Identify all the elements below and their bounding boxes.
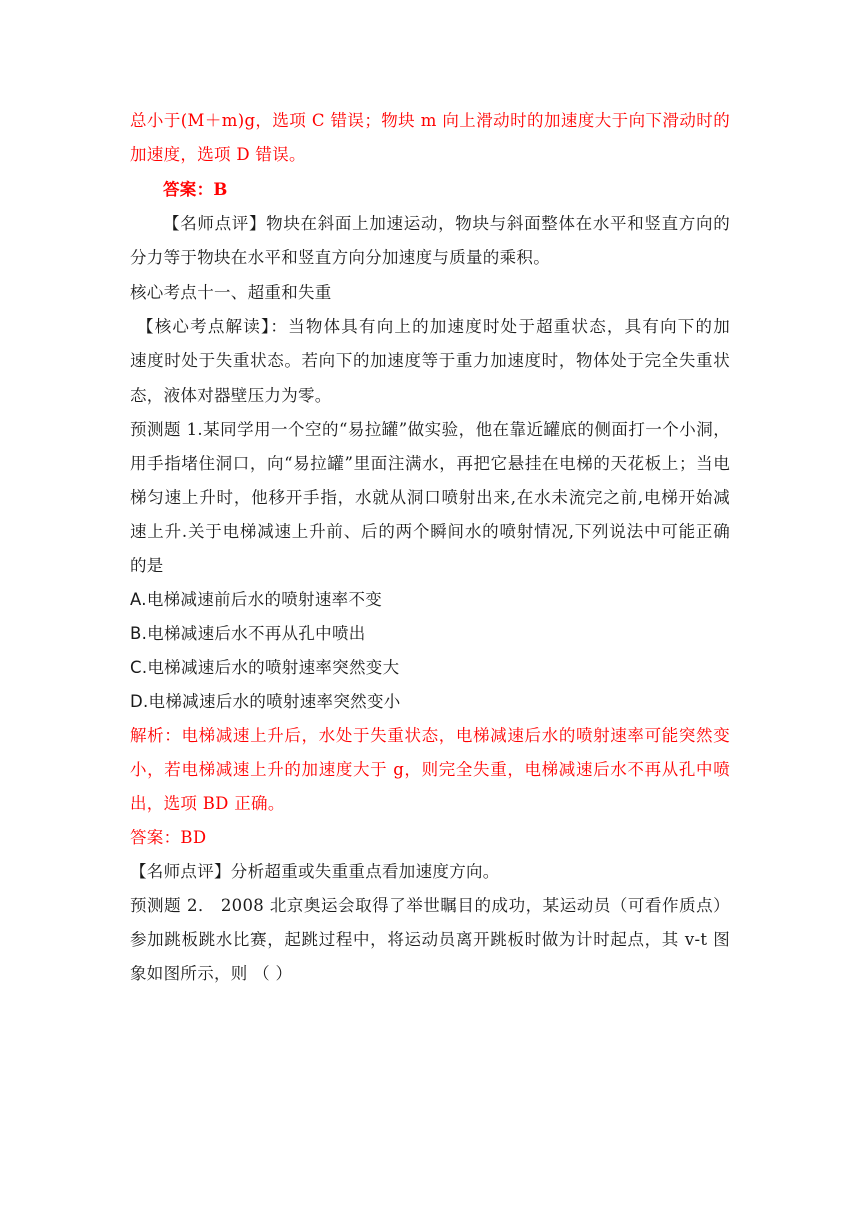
analysis1-line-3: 出，选项 BD 正确。 bbox=[130, 794, 285, 813]
question2-line-1: 预测题 2． 2008 北京奥运会取得了举世瞩目的成功，某运动员（可看作质点） bbox=[130, 896, 730, 915]
question1-option-d: D.电梯减速后水的喷射速率突然变小 bbox=[130, 692, 401, 711]
question1-line-2: 用手指堵住洞口，向“易拉罐”里面注满水，再把它悬挂在电梯的天花板上；当电 bbox=[130, 454, 730, 473]
question2-line-3: 象如图所示，则 （ ） bbox=[130, 964, 293, 983]
question1-option-a: A.电梯减速前后水的喷射速率不变 bbox=[130, 590, 383, 609]
section-title: 核心考点十一、超重和失重 bbox=[130, 283, 332, 302]
question1-line-1: 预测题 1.某同学用一个空的“易拉罐”做实验，他在靠近罐底的侧面打一个小洞， bbox=[130, 420, 730, 439]
question1-line-5: 的是 bbox=[130, 556, 164, 575]
question1-line-3: 梯匀速上升时，他移开手指，水就从洞口喷射出来,在水未流完之前,电梯开始减 bbox=[130, 488, 730, 507]
core-reading-line-1: 【核心考点解读】：当物体具有向上的加速度时处于超重状态，具有向下的加 bbox=[137, 317, 730, 336]
comment1: 【名师点评】分析超重或失重重点看加速度方向。 bbox=[130, 862, 500, 881]
question1-line-4: 速上升.关于电梯减速上升前、后的两个瞬间水的喷射情况,下列说法中可能正确 bbox=[130, 522, 730, 541]
question2-line-2: 参加跳板跳水比赛，起跳过程中，将运动员离开跳板时做为计时起点，其 v-t 图 bbox=[130, 930, 730, 949]
answer1: 答案：BD bbox=[130, 828, 207, 847]
core-reading-line-2: 速度时处于失重状态。若向下的加速度等于重力加速度时，物体处于完全失重状 bbox=[130, 351, 730, 370]
analysis1-line-2: 小，若电梯减速上升的加速度大于 g，则完全失重，电梯减速后水不再从孔中喷 bbox=[130, 760, 730, 779]
analysis-prev-line-1: 总小于(M＋m)g，选项 C 错误；物块 m 向上滑动时的加速度大于向下滑动时的 bbox=[130, 111, 730, 130]
analysis1-line-1: 解析：电梯减速上升后，水处于失重状态，电梯减速后水的喷射速率可能突然变 bbox=[130, 726, 730, 745]
comment-prev-line-2: 分力等于物块在水平和竖直方向分加速度与质量的乘积。 bbox=[130, 248, 550, 267]
answer-prev: 答案：B bbox=[163, 180, 228, 199]
core-reading-line-3: 态，液体对器壁压力为零。 bbox=[130, 386, 332, 405]
comment-prev-line-1: 【名师点评】物块在斜面上加速运动，物块与斜面整体在水平和竖直方向的 bbox=[163, 214, 730, 233]
question1-option-b: B.电梯减速后水不再从孔中喷出 bbox=[130, 624, 366, 643]
analysis-prev-line-2: 加速度，选项 D 错误。 bbox=[130, 145, 306, 164]
question1-option-c: C.电梯减速后水的喷射速率突然变大 bbox=[130, 658, 400, 677]
